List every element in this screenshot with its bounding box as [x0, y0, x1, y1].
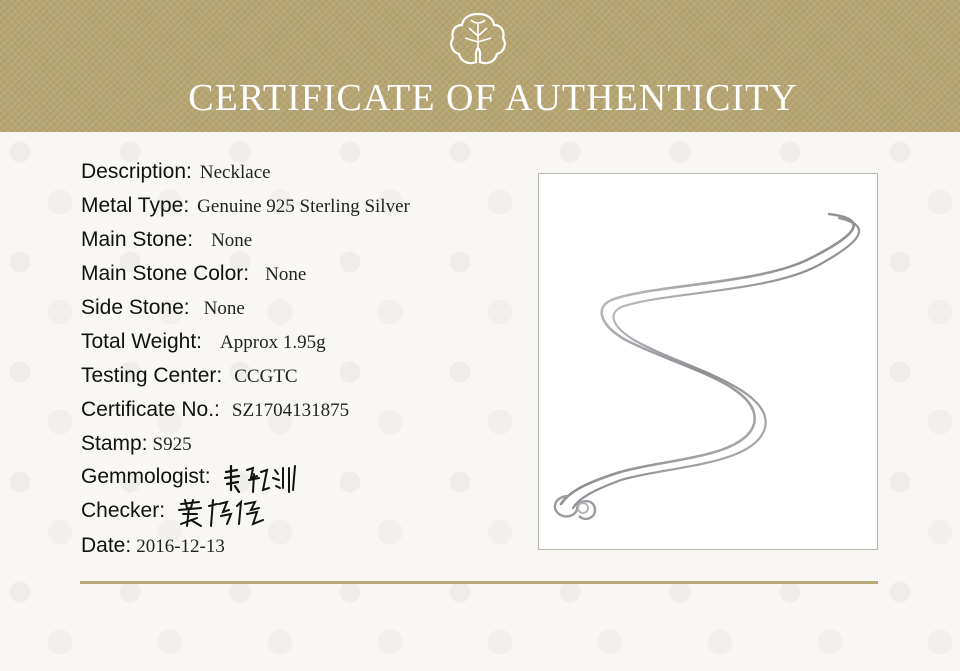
field-value: 2016-12-13	[136, 536, 225, 557]
field-label: Date:	[81, 534, 132, 557]
field-value: Approx 1.95g	[220, 332, 326, 353]
certificate-title: CERTIFICATE OF AUTHENTICITY	[188, 77, 798, 119]
field-value: S925	[152, 434, 192, 455]
silver-chain-necklace-image	[539, 174, 877, 549]
field-label: Certificate No.:	[81, 398, 220, 421]
field-label: Main Stone Color:	[81, 262, 250, 285]
field-value: None	[203, 298, 245, 319]
field-certificate-no	[81, 398, 349, 430]
field-label: Gemmologist:	[81, 465, 211, 489]
field-gemmologist	[81, 464, 301, 496]
field-metal-type	[81, 194, 410, 226]
header-band	[0, 0, 960, 132]
field-value: Necklace	[199, 162, 271, 183]
field-description	[81, 160, 271, 192]
bottom-divider	[80, 581, 878, 584]
field-value: None	[265, 264, 307, 285]
product-image-frame	[538, 173, 878, 550]
field-checker	[81, 498, 269, 530]
field-date	[81, 534, 225, 566]
field-label: Stamp:	[81, 432, 148, 455]
field-side-stone	[81, 296, 245, 328]
field-value: None	[211, 230, 253, 251]
gemmologist-signature	[223, 464, 301, 494]
field-label: Checker:	[81, 499, 166, 523]
field-main-stone-color	[81, 262, 306, 294]
lotus-leaf-icon	[449, 10, 507, 68]
field-label: Description:	[81, 160, 192, 183]
field-stamp	[81, 432, 192, 464]
field-label: Side Stone:	[81, 296, 190, 319]
field-label: Testing Center:	[81, 364, 223, 387]
checker-signature	[177, 498, 269, 528]
field-value: Genuine 925 Sterling Silver	[197, 196, 410, 217]
field-main-stone	[81, 228, 252, 260]
field-total-weight	[81, 330, 326, 362]
field-label: Main Stone:	[81, 228, 194, 251]
field-value: SZ1704131875	[231, 400, 350, 421]
field-value: CCGTC	[234, 366, 298, 387]
field-label: Total Weight:	[81, 330, 203, 353]
field-testing-center	[81, 364, 298, 396]
field-label: Metal Type:	[81, 194, 190, 217]
